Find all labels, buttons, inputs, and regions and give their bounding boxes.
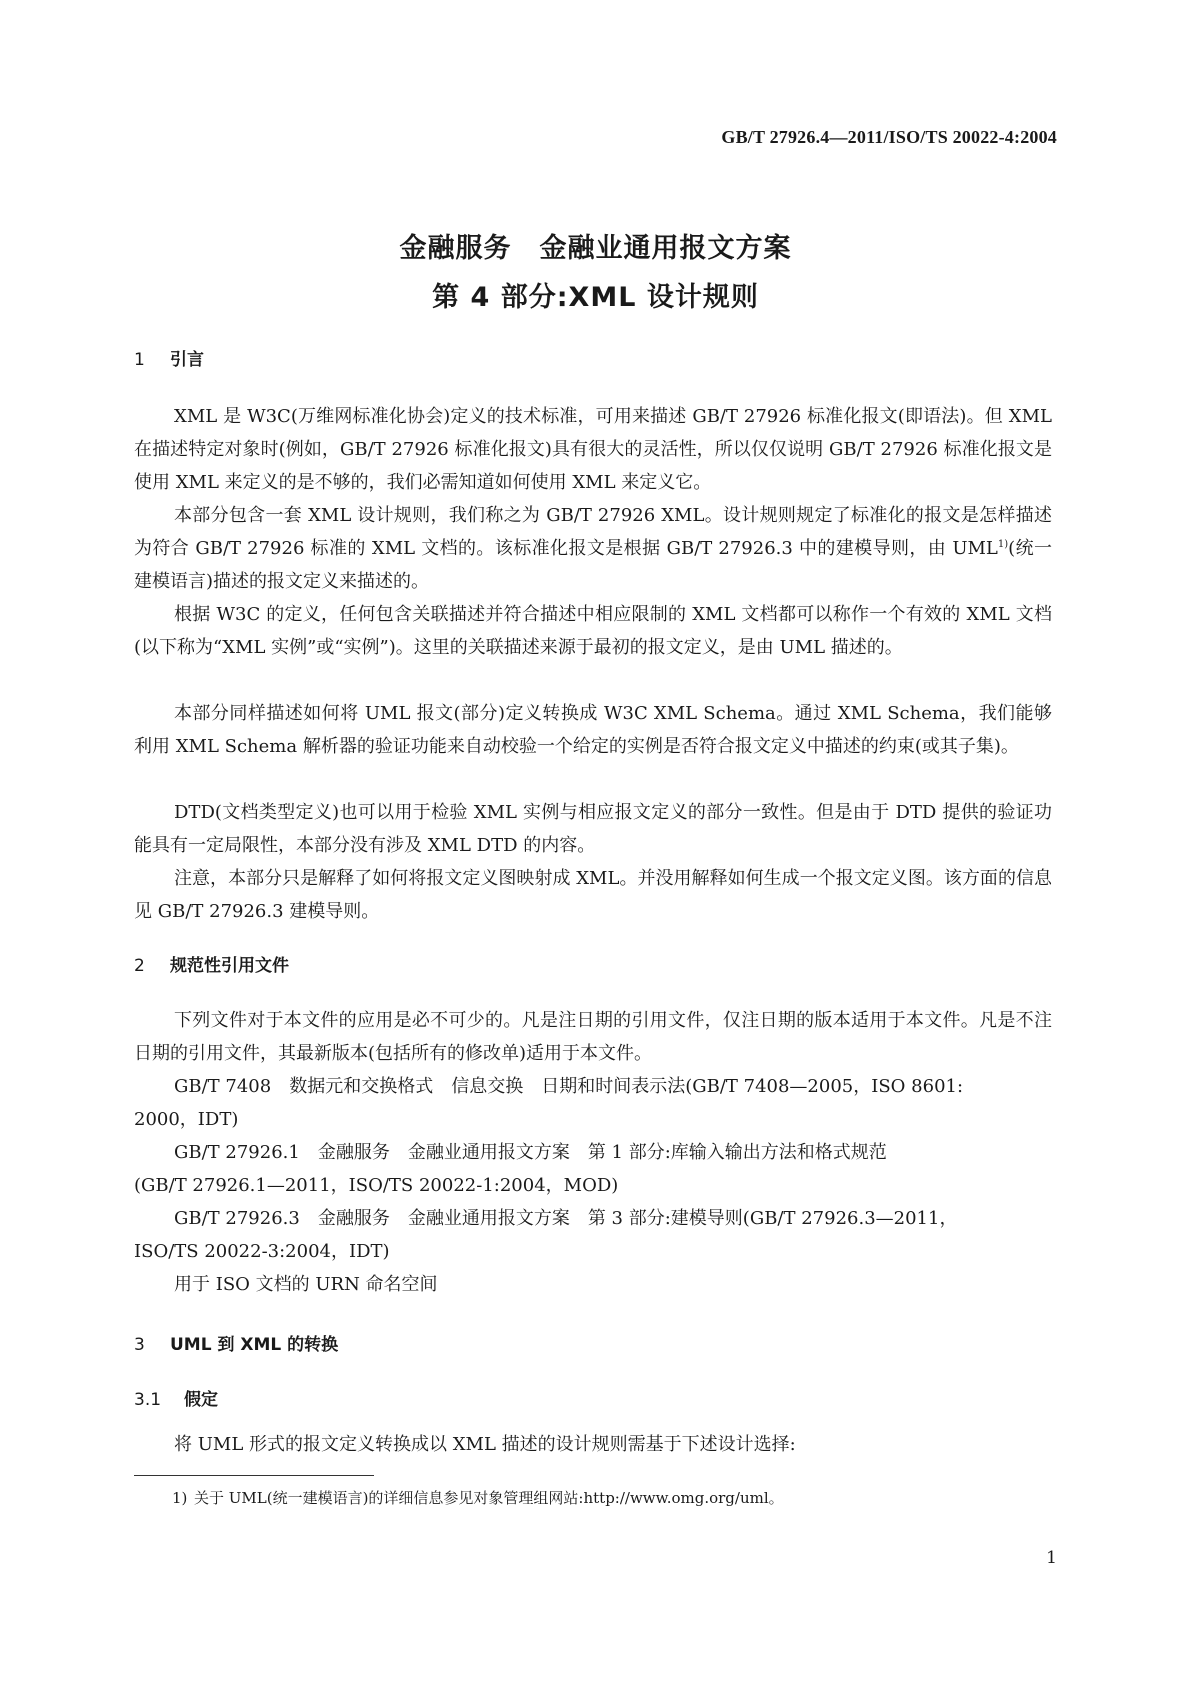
section-number: 1: [134, 350, 145, 370]
section-1-heading: [134, 345, 204, 370]
page-number: 1: [1046, 1548, 1057, 1568]
document-title-line2: 第 4 部分:XML 设计规则: [432, 282, 759, 313]
section-title: UML 到 XML 的转换: [170, 1335, 339, 1355]
paragraph-text: 本部分包含一套 XML 设计规则，我们称之为 GB/T 27926 XML。设计规则规定了标准化的报文是怎样描述为符合 GB/T 27926 标准的 XML 文档的。该标准化报文是根据 GB/T 27926.3 中的建模导则，由 UML: [134, 505, 1052, 559]
reference-1-line2: 2000，IDT): [134, 1109, 239, 1130]
paragraph-1-5: DTD(文档类型定义)也可以用于检验 XML 实例与相应报文定义的部分一致性。但是由于 DTD 提供的验证功能具有一定局限性，本部分没有涉及 XML DTD 的内容。: [134, 802, 1052, 856]
section-title: 引言: [170, 350, 204, 370]
paragraph-1-6: 注意，本部分只是解释了如何将报文定义图映射成 XML。并没用解释如何生成一个报文定义图。该方面的信息见 GB/T 27926.3 建模导则。: [134, 868, 1052, 922]
section-title: 规范性引用文件: [170, 956, 289, 976]
section-number: 3.1: [134, 1390, 162, 1410]
standard-code: GB/T 27926.4—2011/ISO/TS 20022-4:2004: [721, 127, 1057, 147]
reference-3-line2: ISO/TS 20022-3:2004，IDT): [134, 1241, 390, 1262]
footnote: [172, 1487, 784, 1508]
section-2-heading: [134, 951, 289, 976]
reference-1-line1: GB/T 7408 数据元和交换格式 信息交换 日期和时间表示法(GB/T 7408—2005，ISO 8601:: [174, 1076, 964, 1097]
paragraph-1-4: 本部分同样描述如何将 UML 报文(部分)定义转换成 W3C XML Schema。通过 XML Schema，我们能够利用 XML Schema 解析器的验证功能来自动校验一个给定的实例是否符合报文定义中描述的约束(或其子集)。: [134, 703, 1052, 757]
reference-2-line2: (GB/T 27926.1—2011，ISO/TS 20022-1:2004，MOD): [134, 1175, 619, 1196]
paragraph-2-1: 下列文件对于本文件的应用是必不可少的。凡是注日期的引用文件，仅注日期的版本适用于本文件。凡是不注日期的引用文件，其最新版本(包括所有的修改单)适用于本文件。: [134, 1010, 1052, 1064]
paragraph-text-cont: (统一建模语言)描述的报文定义来描述的。: [134, 538, 1052, 592]
paragraph-3-1: 将 UML 形式的报文定义转换成以 XML 描述的设计规则需基于下述设计选择:: [174, 1434, 796, 1455]
reference-2-line1: GB/T 27926.1 金融服务 金融业通用报文方案 第 1 部分:库输入输出方法和格式规范: [174, 1142, 887, 1163]
section-number: 3: [134, 1335, 145, 1355]
section-title: 假定: [184, 1390, 218, 1410]
footnote-ref: 1): [997, 539, 1009, 550]
paragraph-1-1: XML 是 W3C(万维网标准化协会)定义的技术标准，可用来描述 GB/T 27926 标准化报文(即语法)。但 XML 在描述特定对象时(例如，GB/T 27926 标准化报文)具有很大的灵活性，所以仅仅说明 GB/T 27926 标准化报文是使用 XML 来定义的是不够的，我们必需知道如何使用 XML 来定义它。: [134, 406, 1052, 493]
section-3-1-heading: [134, 1385, 218, 1410]
footnote-mark: 1): [172, 1489, 188, 1507]
reference-3-line1: GB/T 27926.3 金融服务 金融业通用报文方案 第 3 部分:建模导则(GB/T 27926.3—2011，: [174, 1208, 958, 1229]
paragraph-1-3: 根据 W3C 的定义，任何包含关联描述并符合描述中相应限制的 XML 文档都可以称作一个有效的 XML 文档(以下称为“XML 实例”或“实例”)。这里的关联描述来源于最初的报文定义，是由 UML 描述的。: [134, 604, 1052, 658]
footnote-text: 关于 UML(统一建模语言)的详细信息参见对象管理组网站:http://www.omg.org/uml。: [194, 1489, 784, 1507]
reference-4: 用于 ISO 文档的 URN 命名空间: [174, 1274, 438, 1295]
footnote-divider: [134, 1475, 374, 1476]
paragraph-1-2: [134, 499, 1052, 598]
document-title-line1: 金融服务 金融业通用报文方案: [399, 233, 792, 264]
section-3-heading: [134, 1330, 338, 1355]
section-number: 2: [134, 956, 145, 976]
